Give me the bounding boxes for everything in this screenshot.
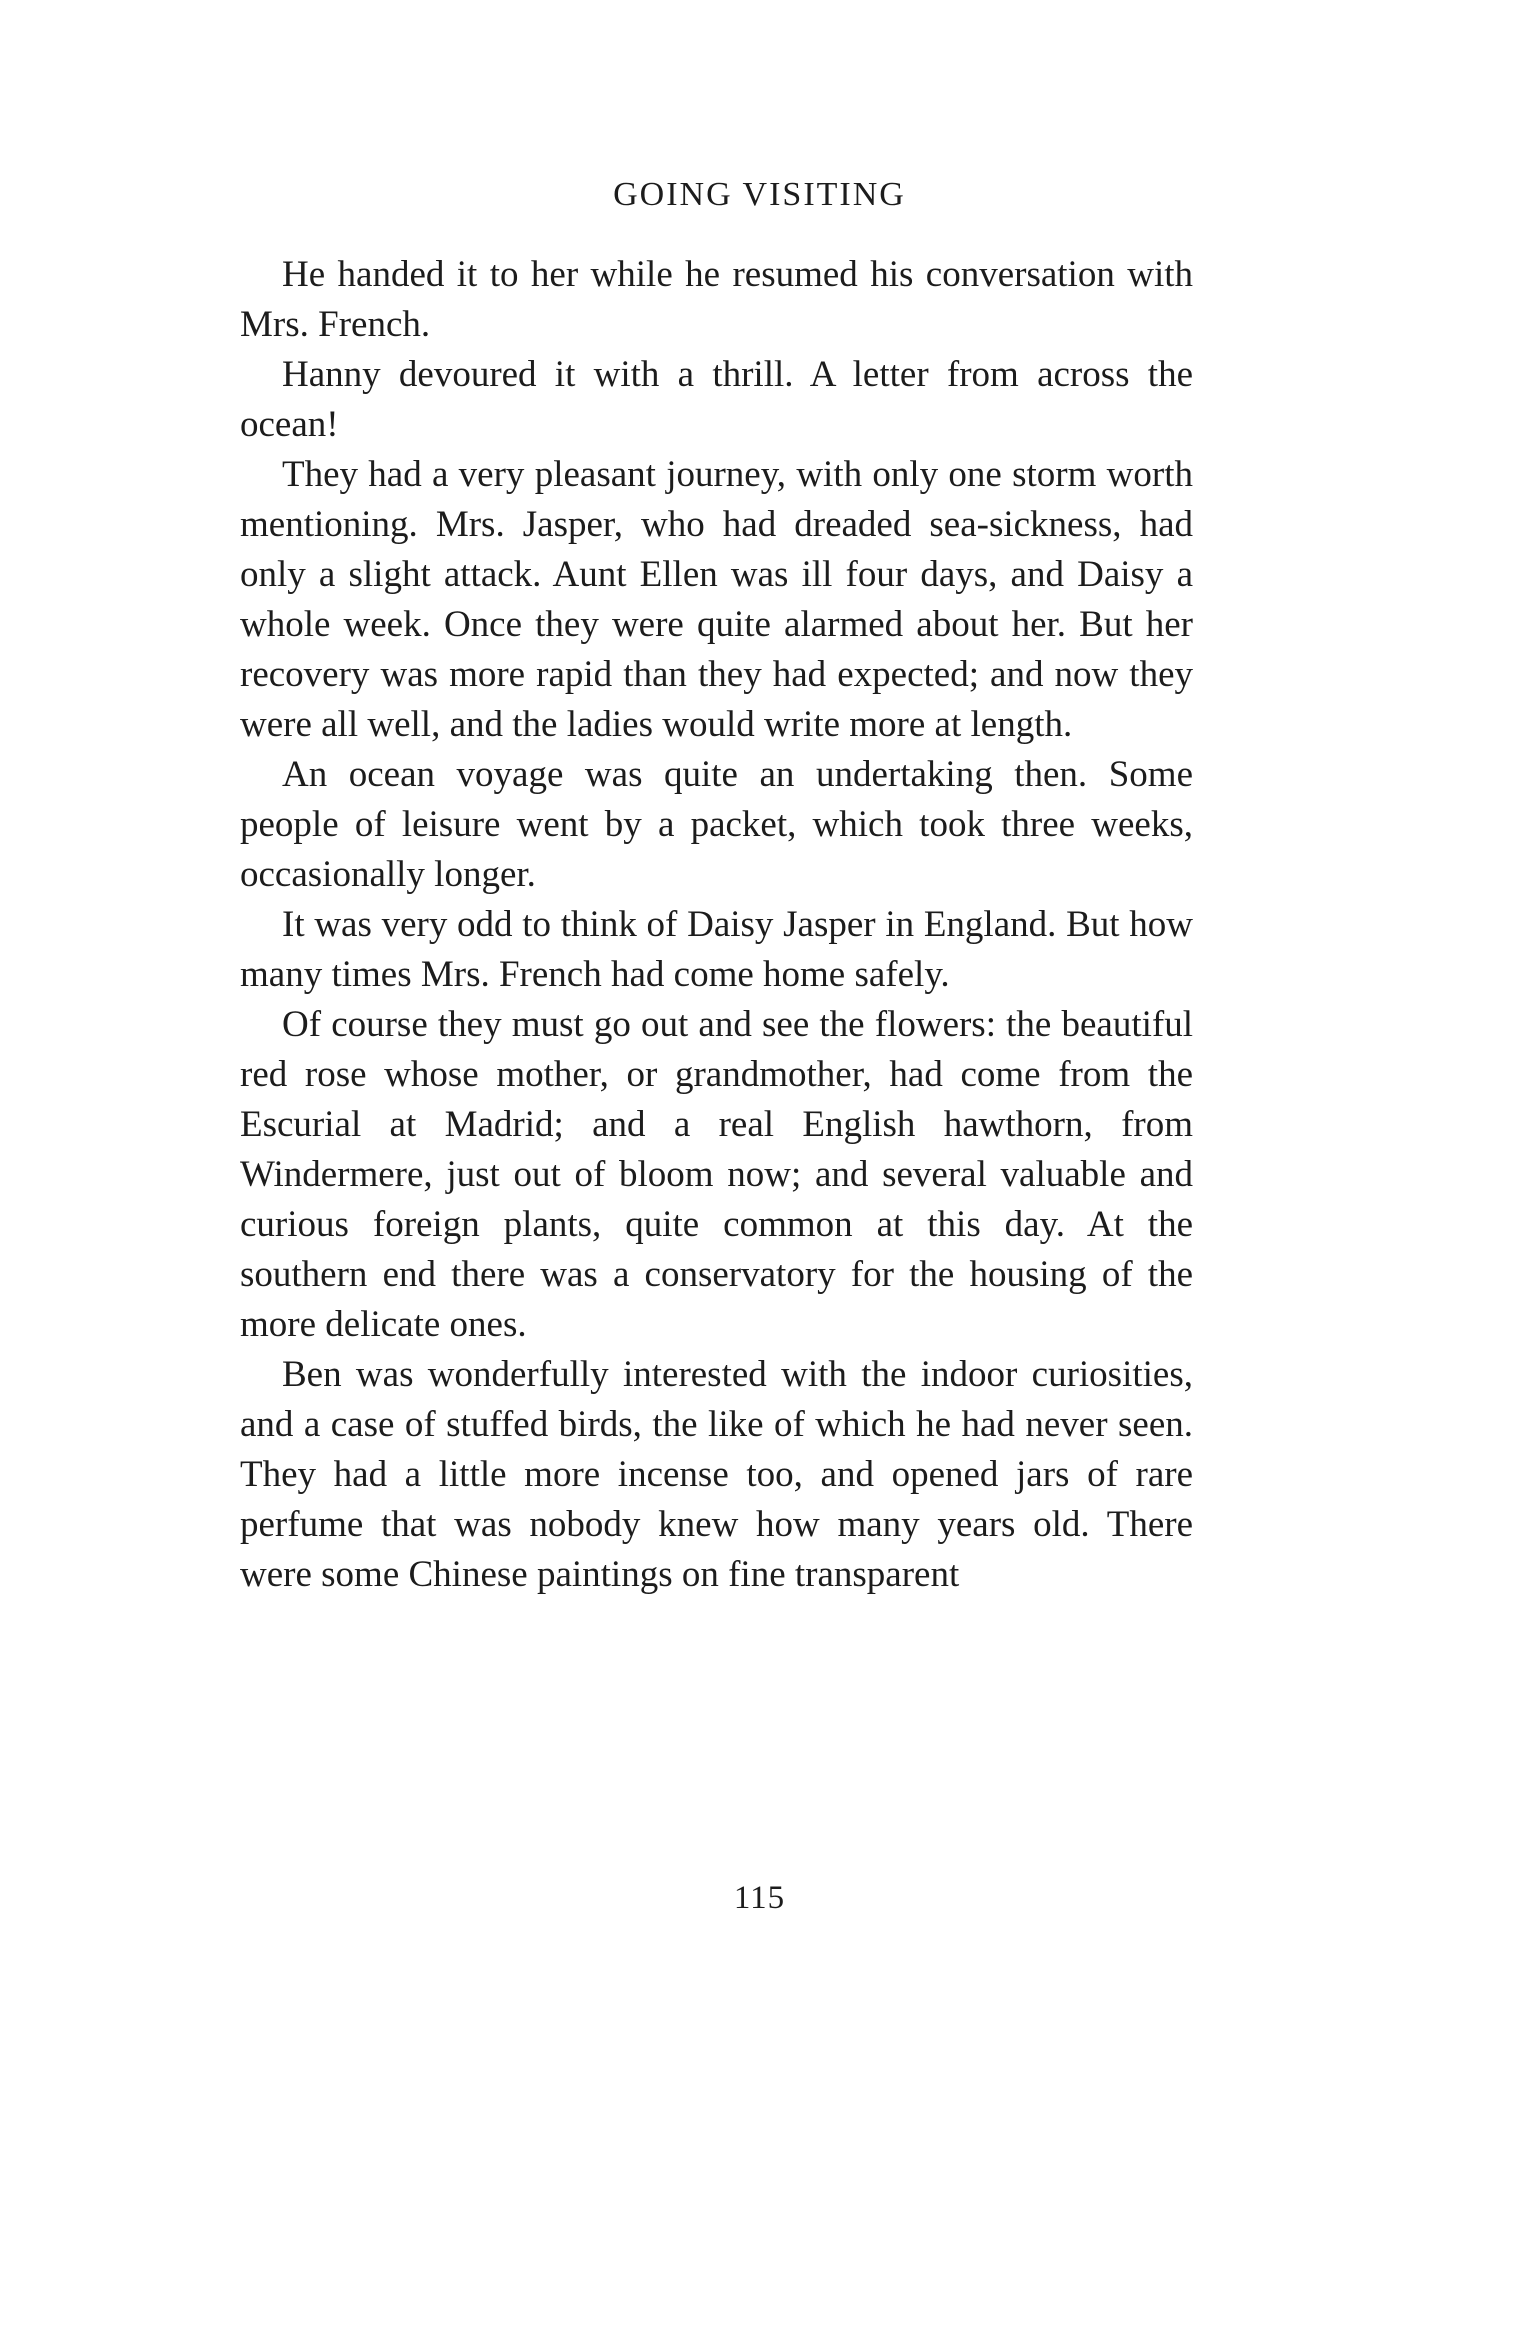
running-head: GOING VISITING <box>613 176 906 213</box>
paragraph: Of course they must go out and see the flowers: the beautiful red rose whose mother, or grandmother, had come from the Escurial at Madrid; and a real English hawthorn, from Windermere, just out of bloom now; and several valuable and curious foreign plants, quite common at this day. At the southern end there was a conservatory for the housing of the more delicate ones. <box>240 1004 1193 1345</box>
paragraph: Ben was wonderfully interested with the indoor curiosities, and a case of stuffed birds, the like of which he had never seen. They had a little more incense too, and opened jars of rare perfume that was nobody knew how many years old. There were some Chinese paintings on fine transparent <box>240 1354 1193 1595</box>
paragraph: Hanny devoured it with a thrill. A letter from across the ocean! <box>240 354 1193 445</box>
page-number: 115 <box>733 1880 786 1916</box>
body-text <box>240 250 1193 1600</box>
paragraph: They had a very pleasant journey, with only one storm worth mentioning. Mrs. Jasper, who had dreaded sea-sickness, had only a slight attack. Aunt Ellen was ill four days, and Daisy a whole week. Once they were quite alarmed about her. But her recovery was more rapid than they had expected; and now they were all well, and the ladies would write more at length. <box>240 454 1193 745</box>
paragraph: He handed it to her while he resumed his conversation with Mrs. French. <box>240 254 1193 345</box>
paragraph: An ocean voyage was quite an undertaking then. Some people of leisure went by a packet, which took three weeks, occasionally longer. <box>240 754 1193 895</box>
paragraph: It was very odd to think of Daisy Jasper in England. But how many times Mrs. French had come home safely. <box>240 904 1193 995</box>
